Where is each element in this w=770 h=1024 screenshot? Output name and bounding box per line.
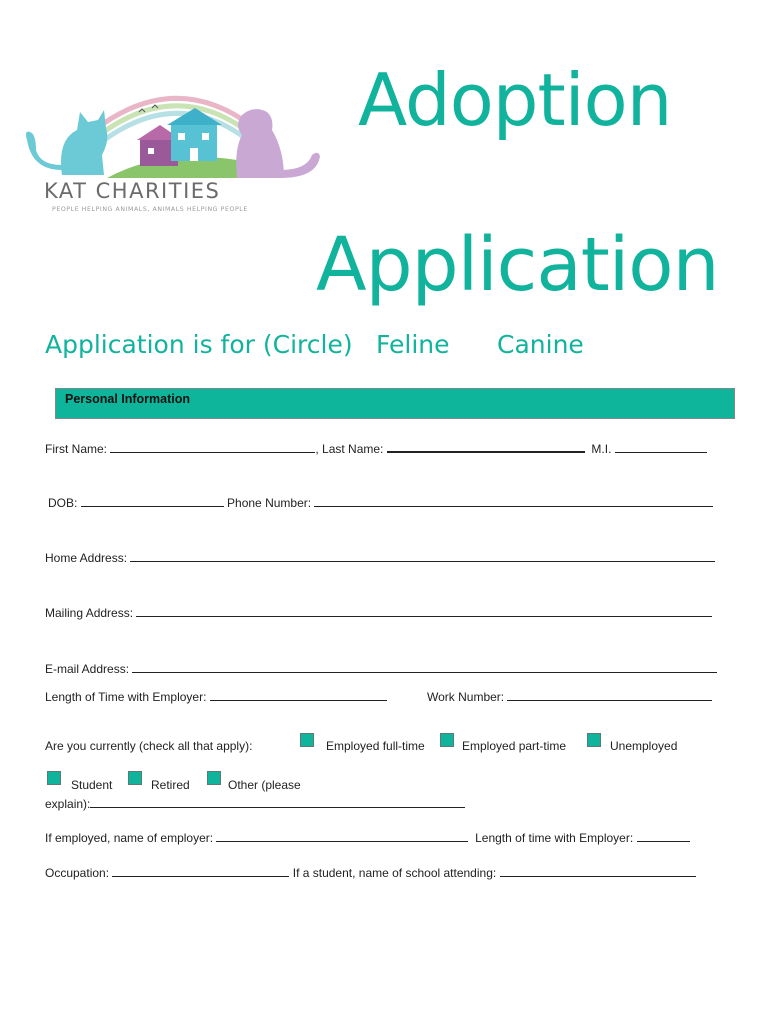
name-row: First Name: , Last Name: M.I.	[45, 440, 707, 456]
length-time-employer-label: Length of time with Employer:	[475, 831, 634, 845]
occupation-row	[45, 865, 696, 880]
email-field[interactable]	[132, 661, 717, 673]
application-for-label: Application is for (Circle)	[45, 330, 353, 359]
employed-full-time-label: Employed full-time	[326, 739, 425, 753]
dob-phone-row	[48, 495, 713, 510]
section-title: Personal Information	[65, 392, 191, 406]
retired-checkbox[interactable]	[128, 771, 142, 785]
option-canine[interactable]: Canine	[497, 330, 584, 359]
logo-name: KAT CHARITIES	[44, 179, 221, 203]
retired-label: Retired	[151, 778, 190, 792]
home-address-label: Home Address:	[45, 551, 128, 565]
occupation-field[interactable]	[112, 865, 289, 877]
personal-information-header	[55, 388, 735, 419]
kat-charities-logo	[22, 70, 322, 215]
student-label: Student	[71, 778, 113, 792]
work-number-label: Work Number:	[427, 690, 505, 704]
home-address-row	[45, 550, 715, 565]
title-line-2: Application	[316, 222, 719, 308]
mailing-address-row	[45, 605, 712, 620]
dob-label: DOB:	[48, 496, 78, 510]
employed-full-time-checkbox[interactable]	[300, 733, 314, 747]
employed-part-time-label: Employed part-time	[462, 739, 567, 753]
mailing-address-label: Mailing Address:	[45, 606, 134, 620]
employer-name-field[interactable]	[216, 830, 468, 842]
logo-tagline: PEOPLE HELPING ANIMALS, ANIMALS HELPING PEOPLE	[52, 206, 248, 213]
length-employer-label: Length of Time with Employer:	[45, 690, 207, 704]
last-name-field[interactable]	[387, 440, 585, 453]
title-line-1: Adoption	[358, 58, 672, 142]
first-name-field[interactable]	[110, 441, 315, 453]
explain-label: explain):	[45, 797, 91, 811]
work-number-row	[427, 689, 712, 704]
currently-label: Are you currently (check all that apply):	[45, 739, 253, 753]
mi-field[interactable]	[615, 441, 707, 453]
dob-field[interactable]	[81, 495, 224, 507]
home-address-field[interactable]	[130, 550, 715, 562]
other-explain-row	[45, 796, 465, 811]
school-label: If a student, name of school attending:	[292, 866, 497, 880]
school-field[interactable]	[500, 865, 696, 877]
mi-label: M.I.	[591, 442, 612, 456]
phone-label: Phone Number:	[227, 496, 312, 510]
employed-part-time-checkbox[interactable]	[440, 733, 454, 747]
unemployed-label: Unemployed	[610, 739, 678, 753]
employer-length-row	[45, 689, 387, 704]
option-feline[interactable]: Feline	[376, 330, 450, 359]
unemployed-checkbox[interactable]	[587, 733, 601, 747]
phone-field[interactable]	[314, 495, 713, 507]
last-name-label: Last Name:	[322, 442, 384, 456]
other-label: Other (please	[228, 778, 301, 792]
other-explain-field[interactable]	[90, 796, 465, 808]
work-number-field[interactable]	[507, 689, 712, 701]
employer-name-label: If employed, name of employer:	[45, 831, 214, 845]
mailing-address-field[interactable]	[136, 605, 712, 617]
first-name-label: First Name:	[45, 442, 108, 456]
other-checkbox[interactable]	[207, 771, 221, 785]
student-checkbox[interactable]	[47, 771, 61, 785]
length-employer-field[interactable]	[210, 689, 387, 701]
email-label: E-mail Address:	[45, 662, 130, 676]
length-time-employer-field[interactable]	[637, 830, 690, 842]
employer-name-row	[45, 830, 690, 845]
email-row	[45, 661, 717, 676]
occupation-label: Occupation:	[45, 866, 110, 880]
